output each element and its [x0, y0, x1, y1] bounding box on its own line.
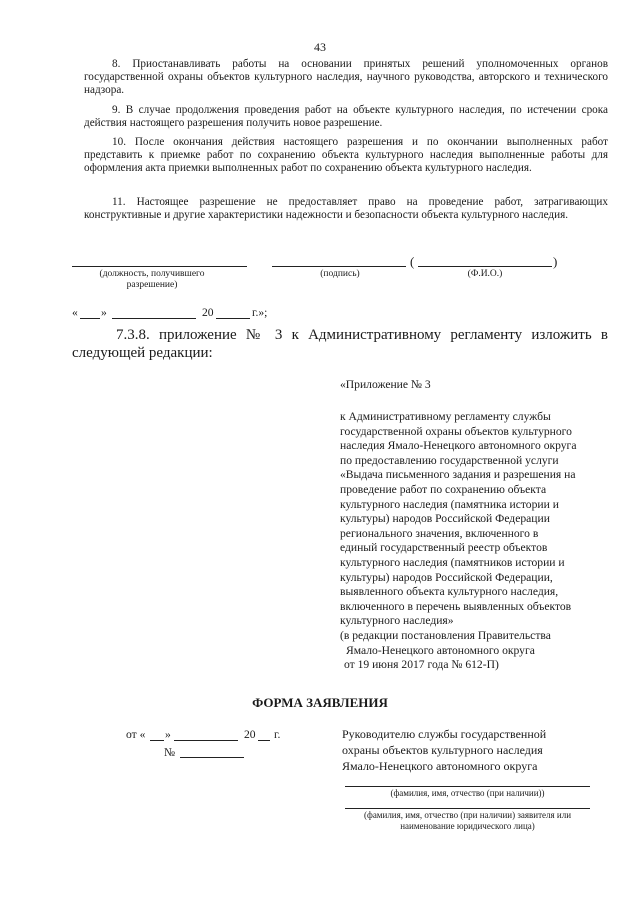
form-number-line [180, 757, 244, 758]
recipient-line1: Руководителю службы государственной [342, 727, 547, 741]
paragraph-8 [84, 58, 608, 97]
name-caption: (Ф.И.О.) [467, 269, 503, 279]
date-year-line [216, 318, 250, 319]
appendix-line: включенного в перечень выявленных объектов [340, 599, 572, 613]
name-paren-open: ( [410, 254, 415, 269]
form-date-quote-close: » [165, 728, 171, 741]
appendix-line: регионального значения, включенного в [340, 526, 539, 540]
form-date-day-line [150, 740, 164, 741]
paragraph-10-text: 10. После окончания действия настоящего разрешения и по окончании выполненных работ представить к приемке работ по сохранению объекта культурного наследия выполненные работы для оформления акта приемки выполненных работ по сохранению объекта культурного наследия. [84, 136, 608, 174]
applicant-caption-line2: наименование юридического лица) [400, 821, 535, 831]
page-number: 43 [314, 40, 326, 54]
instruction-line-1: 7.3.8. приложение № 3 к Административному регламенту изложить в [116, 327, 608, 343]
appendix-title: «Приложение № 3 [340, 378, 431, 391]
date-month-line [112, 318, 196, 319]
recipient-block [342, 726, 612, 774]
appendix-edition-line3: от 19 июня 2017 года № 612-П) [344, 658, 499, 672]
appendix-line: культурного наследия (памятников истории и [340, 555, 565, 569]
signature-caption: (подпись) [320, 269, 360, 279]
recipient-line3: Ямало-Ненецкого автономного округа [342, 759, 538, 773]
date-close-quote: » [101, 306, 107, 319]
date-year-suffix: г.»; [252, 306, 268, 319]
name-line [418, 266, 552, 267]
appendix-line: «Выдача письменного задания и разрешения на [340, 468, 576, 482]
form-title: ФОРМА ЗАЯВЛЕНИЯ [252, 695, 388, 710]
appendix-line: наследия Ямало-Ненецкого автономного округа [340, 439, 577, 453]
date-year-prefix: 20 [202, 306, 214, 319]
appendix-edition-line2: Ямало-Ненецкого автономного округа [346, 643, 535, 657]
appendix-line: к Административному регламенту службы [340, 410, 551, 423]
paragraph-11 [84, 196, 608, 222]
instruction-line-2: следующей редакции: [72, 345, 213, 361]
appendix-description [340, 410, 610, 673]
form-date-year-line [258, 740, 270, 741]
appendix-line: культуры) народов Российской Федерации, [340, 570, 553, 584]
date-open-quote: « [72, 306, 78, 319]
recipient-line2: охраны объектов культурного наследия [342, 743, 543, 757]
name-paren-close: ) [553, 254, 558, 269]
head-name-caption: (фамилия, имя, отчество (при наличии)) [390, 788, 545, 798]
appendix-edition-line1: (в редакции постановления Правительства [340, 628, 551, 642]
appendix-line: культурного наследия» [340, 614, 454, 628]
paragraph-10 [84, 136, 608, 175]
paragraph-9-text: 9. В случае продолжения проведения работ на объекте культурного наследия, по истечении срока действия настоящего разрешения получить новое разрешение. [84, 104, 608, 129]
form-date-year-suffix: г. [274, 728, 281, 741]
form-date-month-line [174, 740, 238, 741]
appendix-line: государственной охраны объектов культурного [340, 424, 572, 438]
paragraph-11-text: 11. Настоящее разрешение не предоставляет право на проведение работ, затрагивающих конструктивные и другие характеристики надежности и безопасности объекта культурного наследия. [84, 196, 608, 221]
applicant-caption-line1: (фамилия, имя, отчество (при наличии) заявителя или [363, 810, 572, 820]
date-day-line [80, 318, 100, 319]
form-number-label: № [164, 746, 176, 759]
paragraph-9 [84, 104, 608, 130]
applicant-name-line [345, 808, 590, 809]
paragraph-8-text: 8. Приостанавливать работы на основании принятых решений уполномоченных органов государственной охраны объектов культурного наследия, научного руководства, авторского и технического надзора. [84, 58, 608, 96]
position-caption [72, 269, 232, 291]
appendix-line: единый государственный реестр объектов [340, 541, 548, 555]
appendix-line: выявленного объекта культурного наследия, [340, 585, 559, 599]
position-caption-line1: (должность, получившего [99, 269, 205, 279]
applicant-caption [335, 810, 600, 832]
form-date-prefix: от « [126, 728, 146, 741]
signature-line [272, 266, 406, 267]
position-caption-line2: разрешение) [126, 280, 178, 290]
form-date-year: 20 [244, 728, 256, 741]
appendix-line: культурного наследия (памятника истории и [340, 497, 559, 511]
appendix-line: по предоставлению государственной услуги [340, 453, 559, 467]
position-line [72, 266, 247, 267]
appendix-line: культуры) народов Российской Федерации [340, 512, 550, 526]
appendix-line: проведение работ по сохранению объекта [340, 482, 547, 496]
head-name-line [345, 786, 590, 787]
